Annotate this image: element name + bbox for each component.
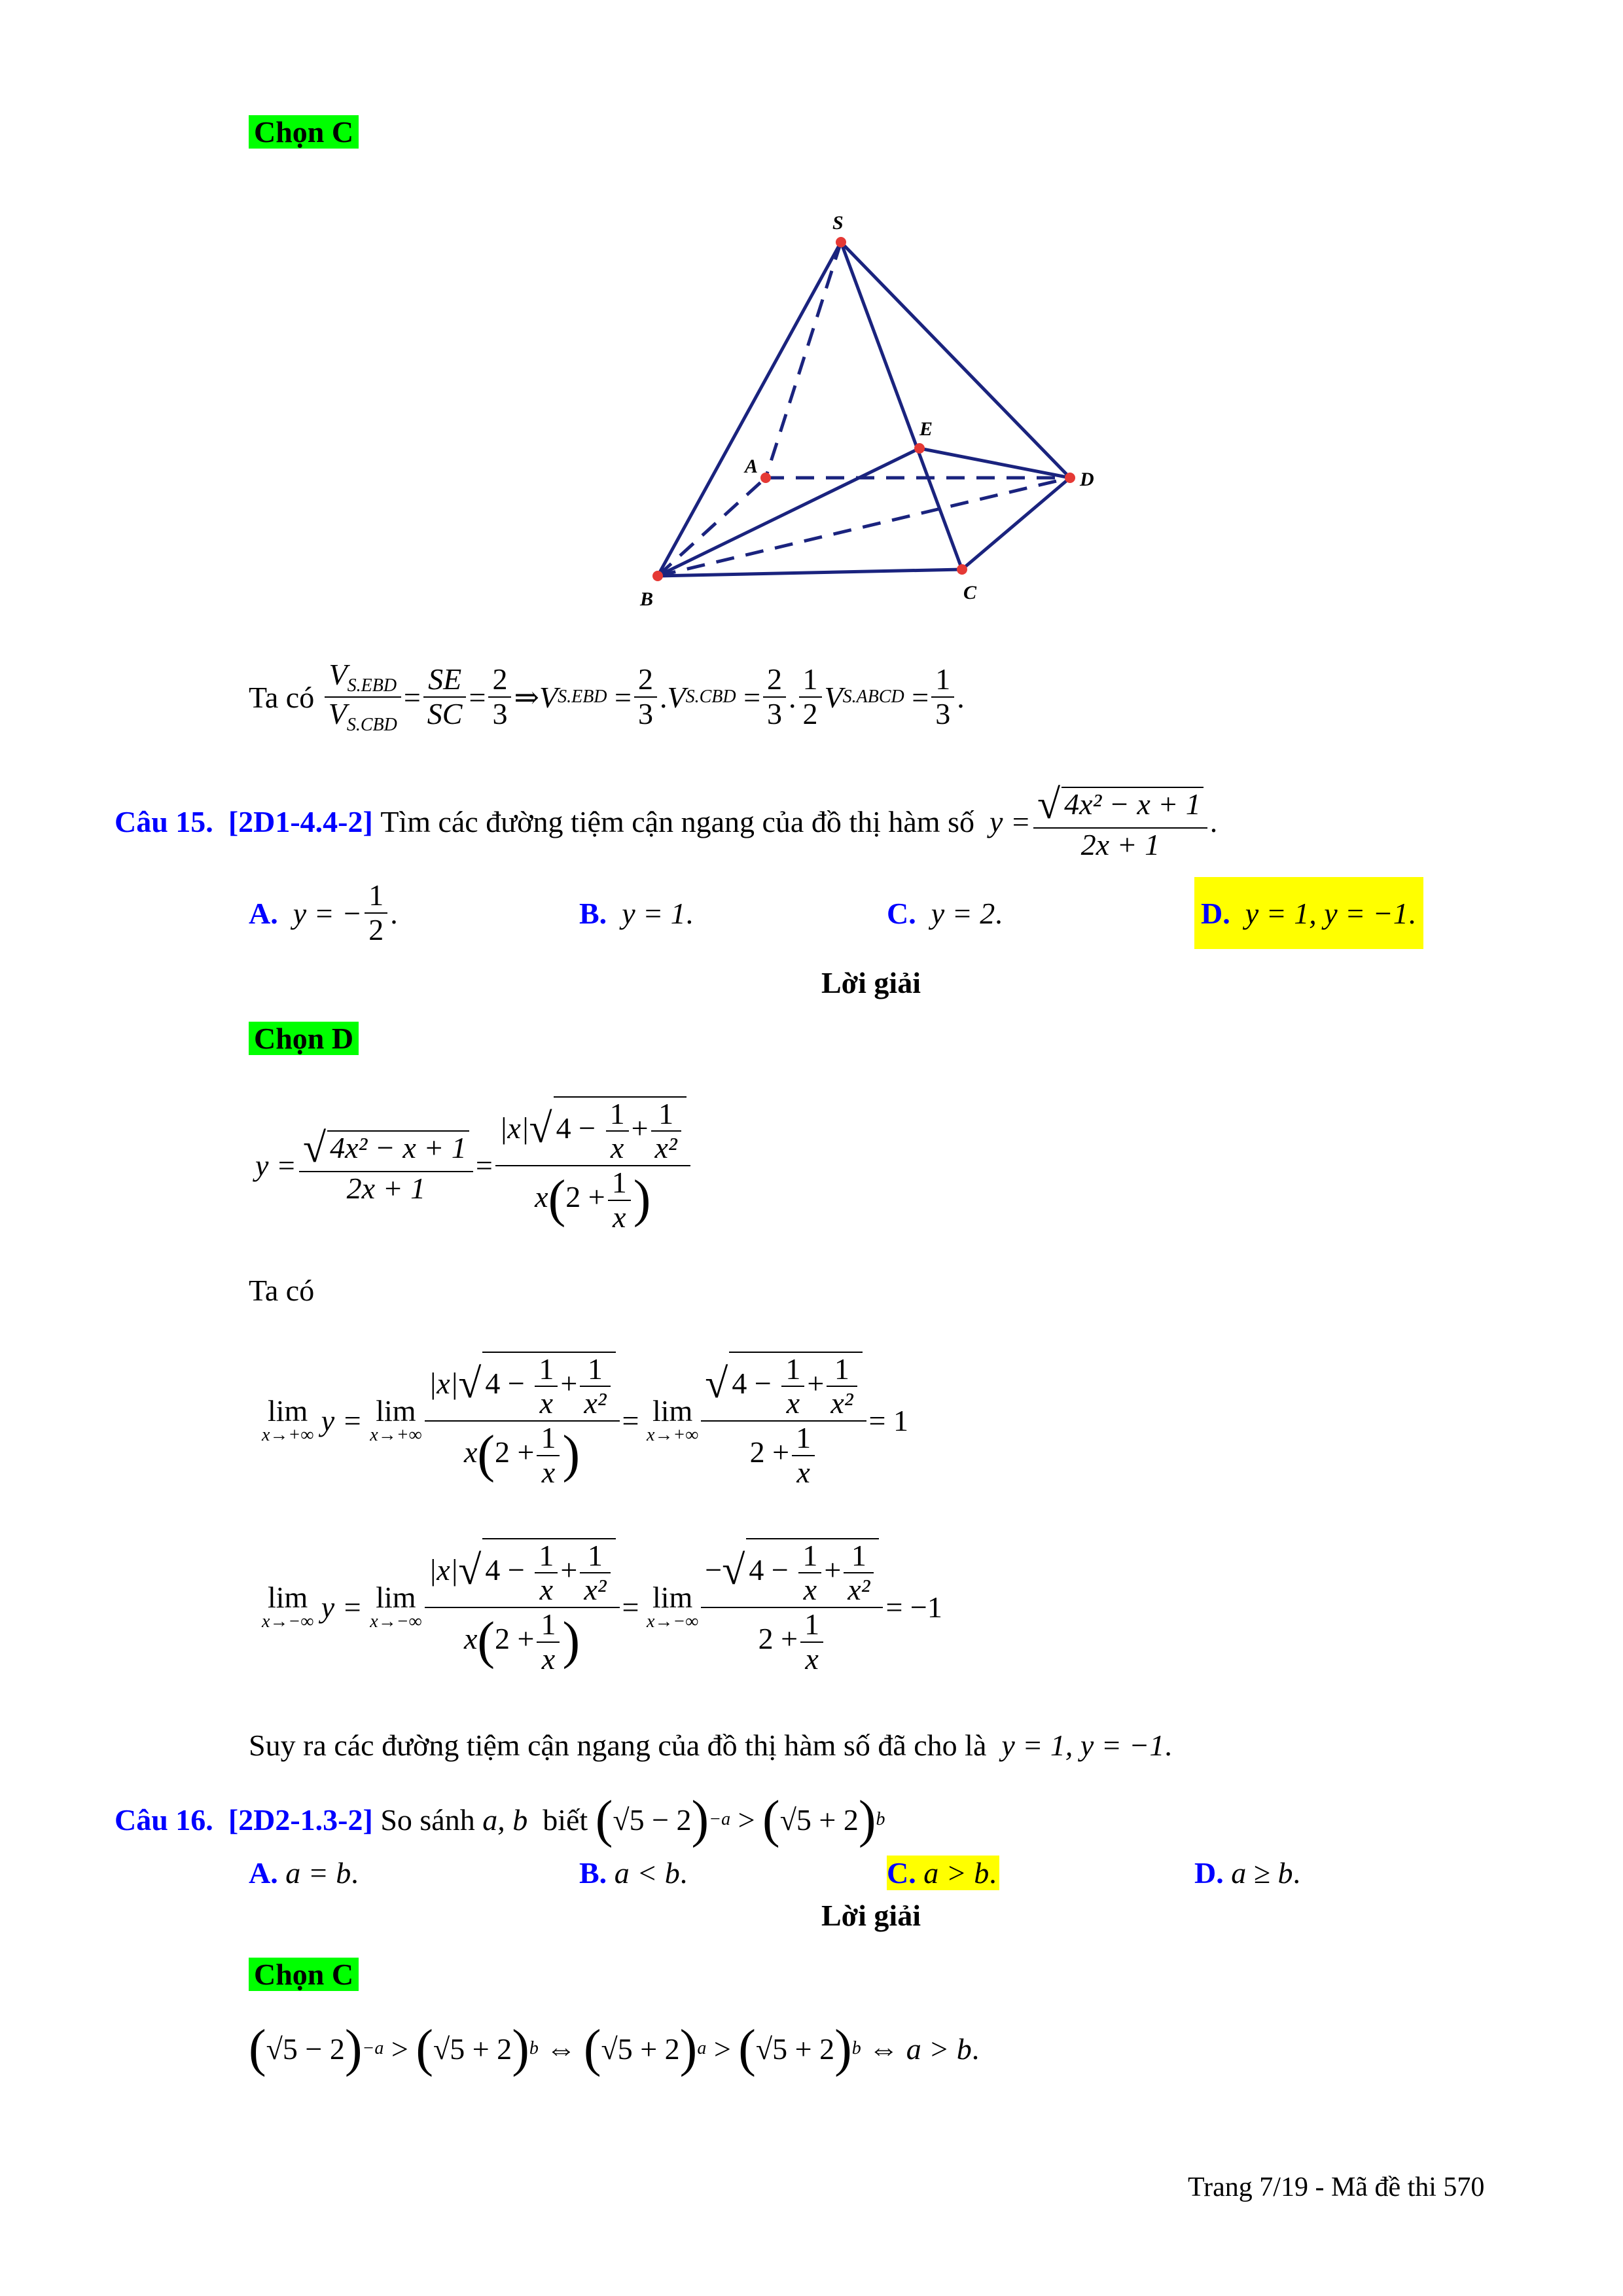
label-s: S: [832, 212, 844, 234]
question-15-stem: Câu 15. [2D1-4.4-2] Tìm các đường tiệm cận ngang của đồ thị hàm số y = $\frac{\text{√ 4x² − x + 1}}{2x + 1}$ .: [115, 780, 1218, 861]
point-d: [1065, 473, 1075, 483]
edge-be: [658, 448, 919, 576]
q15-limit-minus-infinity: lim x→−∞ y = lim x→−∞ |x|√ 4 − $\frac{1}{x}$ + $\frac{1}{\text{x²}}$ x(2 + $\frac{1}{x}$ ) = lim x→−∞ −√ 4 − $\frac{1}{x}$ + $\frac{1}{\text{x²}}$ 2 + $\frac{1}{x}$ = −1: [262, 1538, 942, 1676]
q15-option-c[interactable]: C. y = 2 .: [887, 896, 1003, 930]
q15-option-d-correct[interactable]: D. y = 1, y = −1 .: [1194, 877, 1423, 949]
edge-sb: [658, 242, 841, 576]
q15-limit-plus-infinity: lim x→+∞ y = lim x→+∞ |x|√ 4 − $\frac{1}{x}$ + $\frac{1}{\text{x²}}$ x(2 + $\frac{1}{x}$ ) = lim x→+∞ √ 4 − $\frac{1}{x}$ + $\frac{1}{\text{x²}}$ 2 + $\frac{1}{x}$ = 1: [262, 1352, 908, 1489]
label-e: E: [919, 418, 933, 440]
page-footer: Trang 7/19 - Mã đề thi 570: [1188, 2172, 1485, 2202]
point-a: [760, 473, 771, 483]
point-e: [914, 443, 925, 454]
ta-co-text: Ta có: [249, 1274, 315, 1307]
point-c: [957, 564, 967, 575]
q15-expand-equation: y = $\frac{\text{√ 4x² − x + 1}}{2x + 1}$ = |x|√ 4 − $\frac{1}{x}$ + $\frac{1}{\text{x²}}$ x(2 + $\frac{1}{x}$ ): [255, 1073, 693, 1257]
label-d: D: [1080, 469, 1094, 490]
point-s: [836, 237, 846, 247]
point-b: [652, 571, 663, 581]
pyramid-figure: [628, 203, 1099, 622]
question-16-stem: Câu 16. [2D2-1.3-2] So sánh a, b biết ( √5 − 2 ) −a > ( √5 + 2 ) b: [115, 1790, 885, 1848]
q16-option-c-correct[interactable]: C. a > b.: [887, 1856, 999, 1890]
answer-choice-label: Chọn C: [249, 1958, 359, 1991]
q16-solution-equation: ( √5 − 2 ) −a > ( √5 + 2 ) b ⇔ ( √5 + 2 ) a > ( √5 + 2 ) b ⇔ a > b .: [249, 2019, 980, 2077]
label-a: A: [745, 456, 758, 477]
edge-sc: [841, 242, 962, 569]
q16-option-b[interactable]: B. a < b.: [579, 1856, 688, 1890]
edge-bc: [658, 569, 962, 576]
edge-bd: [658, 478, 1070, 576]
solution-heading: Lời giải: [821, 966, 921, 999]
answer-choice-label: Chọn D: [249, 1022, 359, 1055]
solution-heading: Lời giải: [821, 1899, 921, 1932]
q16-option-d[interactable]: D. a ≥ b.: [1194, 1856, 1300, 1890]
answer-choice-label: Chọn C: [249, 115, 359, 149]
edge-ba: [658, 478, 766, 576]
label-b: B: [640, 588, 654, 610]
q16-option-a[interactable]: A. a = b.: [249, 1856, 359, 1890]
q15-option-a[interactable]: A. y = − $\frac{1}{2}$ .: [249, 878, 398, 946]
volume-ratio-line: Ta có $\frac{V_{S.EBD}}{V_{S.CBD}}$ = $\frac{SE}{SC}$ = $\frac{2}{3}$ ⇒ V S.EBD = $\frac{2}{3}$ . V S.CBD = $\frac{2}{3}$ . $\frac{1}{2}$ V S.ABCD = $\frac{1}{3}$ .: [249, 658, 965, 735]
edge-sd: [841, 242, 1070, 478]
q15-conclusion: Suy ra các đường tiệm cận ngang của đồ thị hàm số đã cho là y = 1, y = −1.: [249, 1729, 1172, 1762]
q15-option-b[interactable]: B. y = 1 .: [579, 896, 694, 930]
label-c: C: [963, 582, 977, 603]
